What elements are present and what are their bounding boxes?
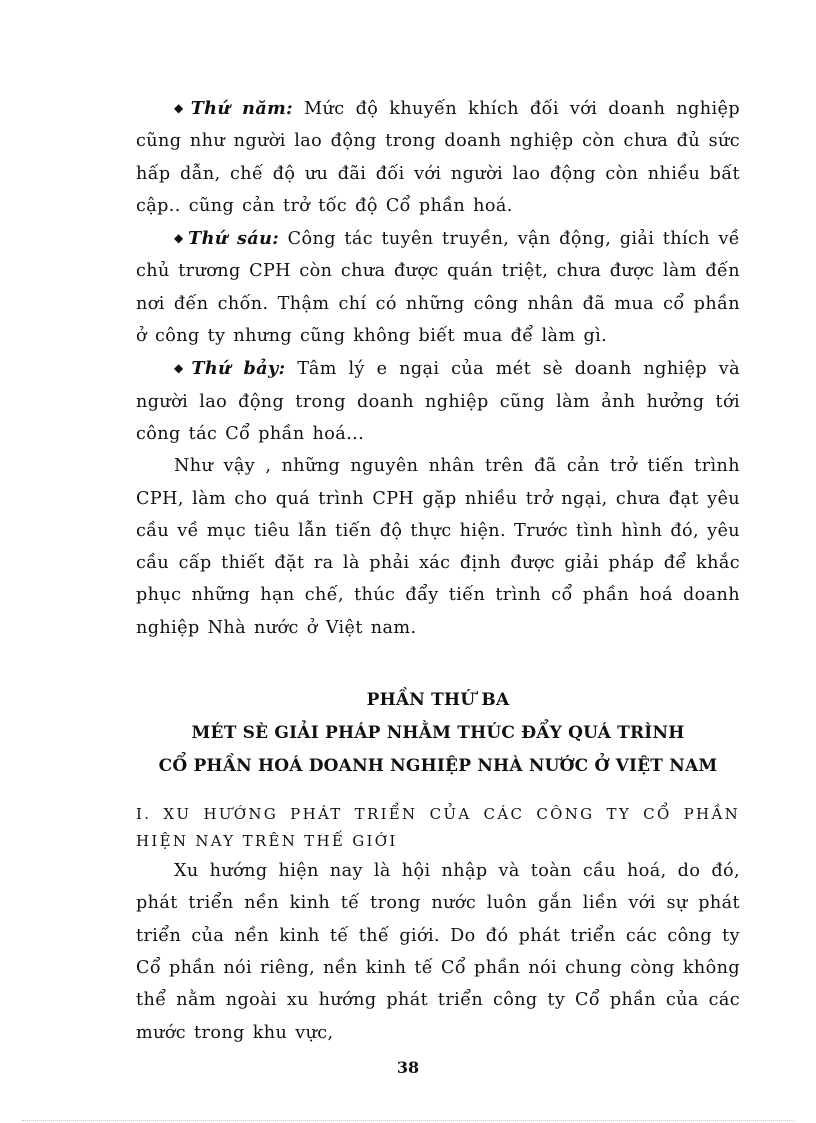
lead-thu-nam: Thứ năm: <box>190 98 294 119</box>
diamond-bullet-icon: ◆ <box>174 361 188 376</box>
section-title: I. XU HƯỚNG PHÁT TRIỂN CỦA CÁC CÔNG TY CỔ PHẦN HIỆN NAY TRÊN THẾ GIỚI <box>136 805 740 851</box>
text-thu-sau: Công tác tuyên truyền, vận động, giải thích về chủ trương CPH còn chưa được quán triệt, chưa được làm đến nơi đến chốn. Thậm chí có những công nhân đã mua cổ phần ở công ty nhưng cũng không biết mua để làm gì. <box>136 229 741 347</box>
text-thu-nam: Mức độ khuyến khích đối với doanh nghiệp cũng như người lao động trong doanh nghiệp còn chưa đủ sức hấp dẫn, chế độ ưu đãi đối với người lao động còn nhiều bất cập.. cũng cản trở tốc độ Cổ phần hoá. <box>136 99 740 216</box>
part-heading <box>136 684 740 783</box>
page-content <box>136 92 740 1049</box>
diamond-bullet-icon: ◆ <box>174 231 185 246</box>
page-number: 38 <box>396 1058 420 1077</box>
lead-thu-sau: Thứ sáu: <box>188 228 280 250</box>
paragraph-conclusion: Như vậy , những nguyên nhân trên đã cản trở tiến trình CPH, làm cho quá trình CPH gặp nhiều trở ngại, chưa đạt yêu cầu về mục tiêu lẫn tiến độ thực hiện. Trước tình hình đó, yêu cầu cấp thiết đặt ra là phải xác định được giải pháp để khắc phục những hạn chế, thúc đẩy tiến trình cổ phần hoá doanh nghiệp Nhà nước ở Việt nam. <box>136 456 740 638</box>
lead-thu-bay: Thứ bảy: <box>191 358 286 380</box>
text-thu-bay: Tâm lý e ngại của mét sè doanh nghiệp và người lao động trong doanh nghiệp cũng làm ảnh hưởng tới công tác Cổ phần hoá... <box>136 359 740 444</box>
part-heading-line-1: PHẦN THỨ BA <box>366 690 510 711</box>
paragraph-thu-bay <box>136 352 740 450</box>
section-body-paragraph: Xu hướng hiện nay là hội nhập và toàn cầu hoá, do đó, phát triển nền kinh tế trong nước luôn gắn liền với sự phát triển của nền kinh tế thế giới. Do đó phát triển các công ty Cổ phần nói riêng, nền kinh tế Cổ phần nói chung còng không thể nằm ngoài xu hướng phát triển công ty Cổ phần của các mước trong khu vực, <box>136 861 740 1043</box>
page-bottom-divider <box>22 1120 794 1121</box>
paragraph-thu-sau <box>136 222 740 352</box>
part-heading-line-3: CỔ PHẦN HOÁ DOANH NGHIỆP NHÀ NƯỚC Ở VIỆT NAM <box>158 756 718 777</box>
paragraph-thu-nam <box>136 92 740 222</box>
diamond-bullet-icon: ◆ <box>174 101 187 115</box>
part-heading-line-2: MÉT SÈ GIẢI PHÁP NHẰM THÚC ĐẨY QUÁ TRÌNH <box>191 723 685 744</box>
